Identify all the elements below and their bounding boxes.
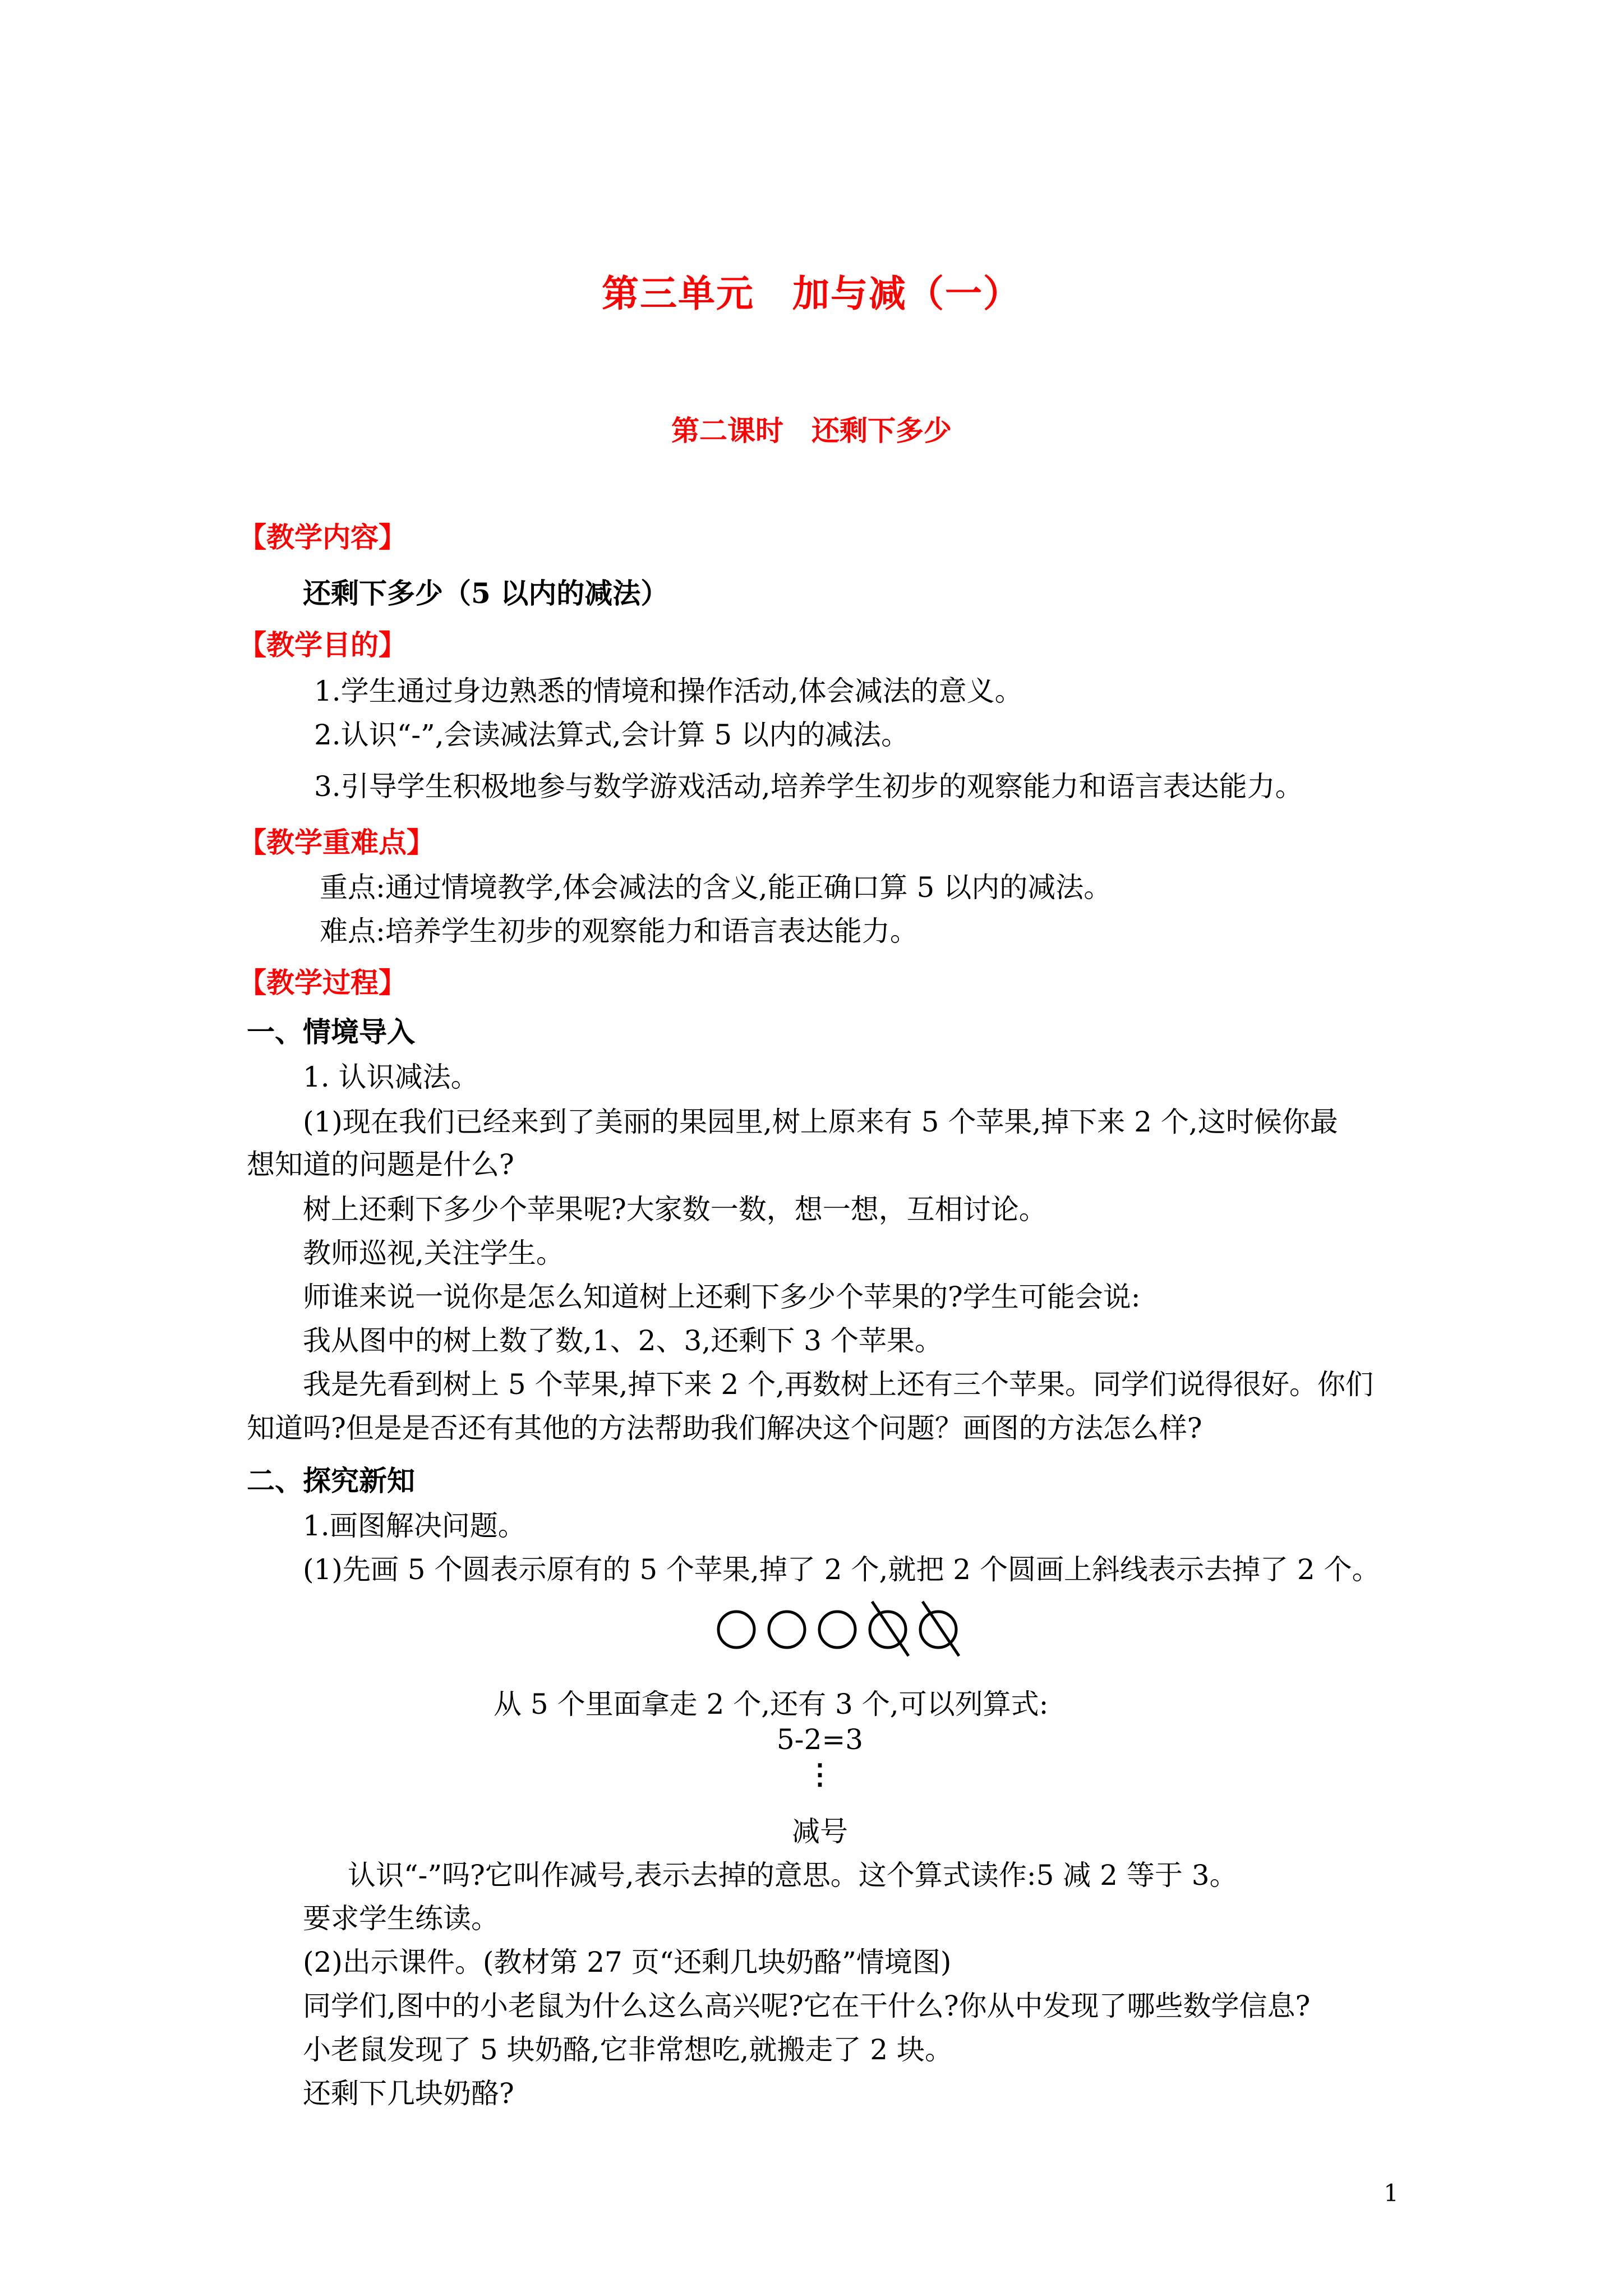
dots-indicator: ⋮ <box>806 1757 834 1791</box>
keypoint-item: 难点:培养学生初步的观察能力和语言表达能力。 <box>320 915 918 947</box>
part1-line: 知道吗?但是是否还有其他的方法帮助我们解决这个问题？画图的方法怎么样? <box>247 1412 1202 1444</box>
lesson-subtitle: 第二课时 还剩下多少 <box>671 414 952 447</box>
diagram-caption: 从 5 个里面拿走 2 个,还有 3 个,可以列算式: <box>494 1688 1049 1720</box>
part1-heading: 一、情境导入 <box>247 1015 415 1048</box>
part2-line: (2)出示课件。(教材第 27 页“还剩几块奶酪”情境图) <box>303 1946 952 1978</box>
part1-line: 我从图中的树上数了数,1、2、3,还剩下 3 个苹果。 <box>303 1324 943 1357</box>
section-heading-goals: 【教学目的】 <box>238 628 407 661</box>
page-number: 1 <box>1384 2179 1399 2207</box>
circle-apple <box>819 1612 855 1648</box>
part2-heading: 二、探究新知 <box>247 1464 415 1497</box>
part1-line: (1)现在我们已经来到了美丽的果园里,树上原来有 5 个苹果,掉下来 2 个,这时候你最 <box>303 1106 1338 1138</box>
keypoint-item: 重点:通过情境教学,体会减法的含义,能正确口算 5 以内的减法。 <box>320 871 1112 904</box>
section-heading-keypoints: 【教学重难点】 <box>238 826 435 859</box>
section-heading-process: 【教学过程】 <box>238 966 407 999</box>
minus-sign-label: 减号 <box>792 1815 848 1848</box>
apple-circles-diagram <box>712 1593 976 1660</box>
content-text: 还剩下多少（5 以内的减法） <box>303 577 669 610</box>
part1-line: 我是先看到树上 5 个苹果,掉下来 2 个,再数树上还有三个苹果。同学们说得很好。你们 <box>303 1368 1373 1401</box>
goal-item: 1.学生通过身边熟悉的情境和操作活动,体会减法的意义。 <box>314 675 1023 707</box>
part1-line: 树上还剩下多少个苹果呢?大家数一数，想一想，互相讨论。 <box>303 1193 1047 1226</box>
document-title: 第三单元 加与减（一） <box>602 272 1021 315</box>
part2-line: 1.画图解决问题。 <box>303 1510 526 1542</box>
equation: 5-2=3 <box>776 1723 864 1756</box>
part2-line: (1)先画 5 个圆表示原有的 5 个苹果,掉了 2 个,就把 2 个圆画上斜线表示去掉了 2 个。 <box>303 1553 1380 1586</box>
circle-apple <box>769 1612 805 1648</box>
part2-line: 要求学生练读。 <box>303 1902 499 1935</box>
part1-line: 教师巡视,关注学生。 <box>303 1237 564 1269</box>
goal-item: 2.认识“-”,会读减法算式,会计算 5 以内的减法。 <box>314 719 910 751</box>
part2-line: 还剩下几块奶酪? <box>303 2077 514 2110</box>
part2-line: 同学们,图中的小老鼠为什么这么高兴呢?它在干什么?你从中发现了哪些数学信息? <box>303 1990 1311 2022</box>
part1-line: 师谁来说一说你是怎么知道树上还剩下多少个苹果的?学生可能会说: <box>303 1281 1141 1313</box>
section-heading-content: 【教学内容】 <box>238 521 407 554</box>
part2-line: 认识“-”吗?它叫作减号,表示去掉的意思。这个算式读作:5 减 2 等于 3。 <box>348 1859 1238 1892</box>
part2-line: 小老鼠发现了 5 块奶酪,它非常想吃,就搬走了 2 块。 <box>303 2033 953 2066</box>
part1-line: 想知道的问题是什么? <box>247 1148 514 1181</box>
part1-line: 1. 认识减法。 <box>303 1061 479 1093</box>
goal-item: 3.引导学生积极地参与数学游戏活动,培养学生初步的观察能力和语言表达能力。 <box>314 770 1303 803</box>
circle-apple <box>718 1612 754 1648</box>
